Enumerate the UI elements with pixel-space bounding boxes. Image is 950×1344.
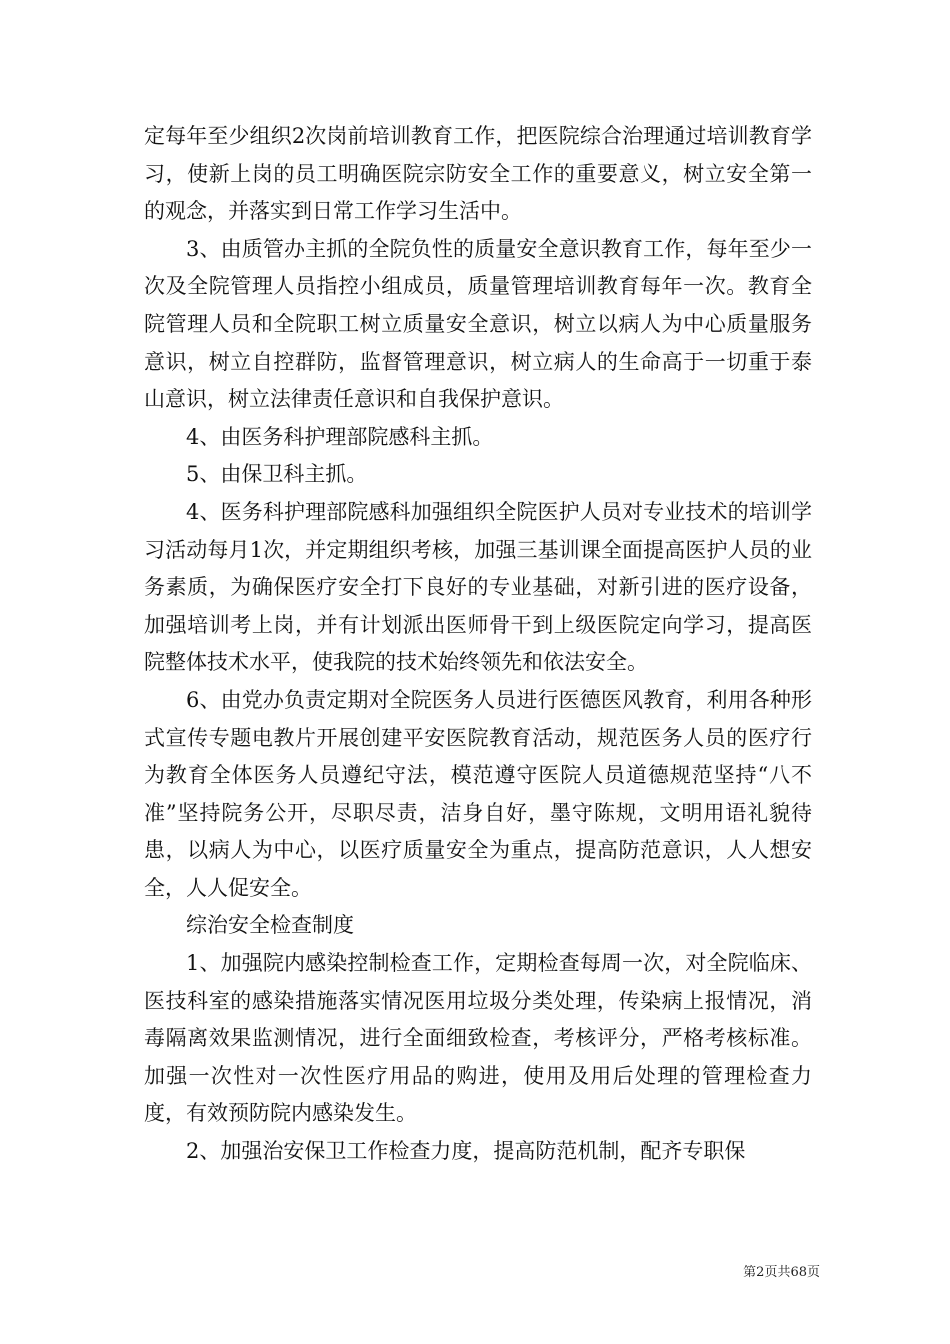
- paragraph-item-4b: 4、医务科护理部院感科加强组织全院医护人员对专业技术的培训学习活动每月1次，并定期组织考核，加强三基训课全面提高医护人员的业务素质，为确保医疗安全打下良好的专业基础，对新引进的医疗设备，加强培训考上岗，并有计划派出医师骨干到上级医院定向学习，提高医院整体技术水平，使我院的技术始终领先和依法安全。: [144, 499, 812, 675]
- paragraph-item-6: 6、由党办负责定期对全院医务人员进行医德医风教育，利用各种形式宣传专题电教片开展创建平安医院教育活动，规范医务人员的医疗行为教育全体医务人员遵纪守法，模范遵守医院人员道德规范坚持“八不准”坚持院务公开，尽职尽责，洁身自好，墨守陈规，文明用语礼貌待患，以病人为中心，以医疗质量安全为重点，提高防范意识，人人想安全，人人促安全。: [144, 687, 812, 900]
- paragraph-check-2: 2、加强治安保卫工作检查力度，提高防范机制，配齐专职保: [186, 1139, 746, 1164]
- paragraph-check-1: 1、加强院内感染控制检查工作，定期检查每周一次，对全院临床、医技科室的感染措施落实情况医用垃圾分类处理，传染病上报情况，消毒隔离效果监测情况，进行全面细致检查，考核评分，严格考核标准。加强一次性对一次性医疗用品的购进，使用及用后处理的管理检查力度，有效预防院内感染发生。: [144, 951, 812, 1126]
- paragraph-item-3: 3、由质管办主抓的全院负性的质量安全意识教育工作，每年至少一次及全院管理人员指控小组成员，质量管理培训教育每年一次。教育全院管理人员和全院职工树立质量安全意识，树立以病人为中心质量服务意识，树立自控群防，监督管理意识，树立病人的生命高于一切重于泰山意识，树立法律责任意识和自我保护意识。: [144, 236, 812, 412]
- section-heading: 综治安全检查制度: [186, 913, 354, 938]
- paragraph-item-4a: 4、由医务科护理部院感科主抓。: [186, 424, 494, 449]
- page-number-footer: 第2页共68页: [743, 1265, 820, 1280]
- document-body: [144, 118, 812, 1171]
- paragraph-continuation: 定每年至少组织2次岗前培训教育工作，把医院综合治理通过培训教育学习，使新上岗的员工明确医院宗防安全工作的重要意义，树立安全第一的观念，并落实到日常工作学习生活中。: [144, 124, 812, 224]
- paragraph-item-5: 5、由保卫科主抓。: [186, 462, 368, 487]
